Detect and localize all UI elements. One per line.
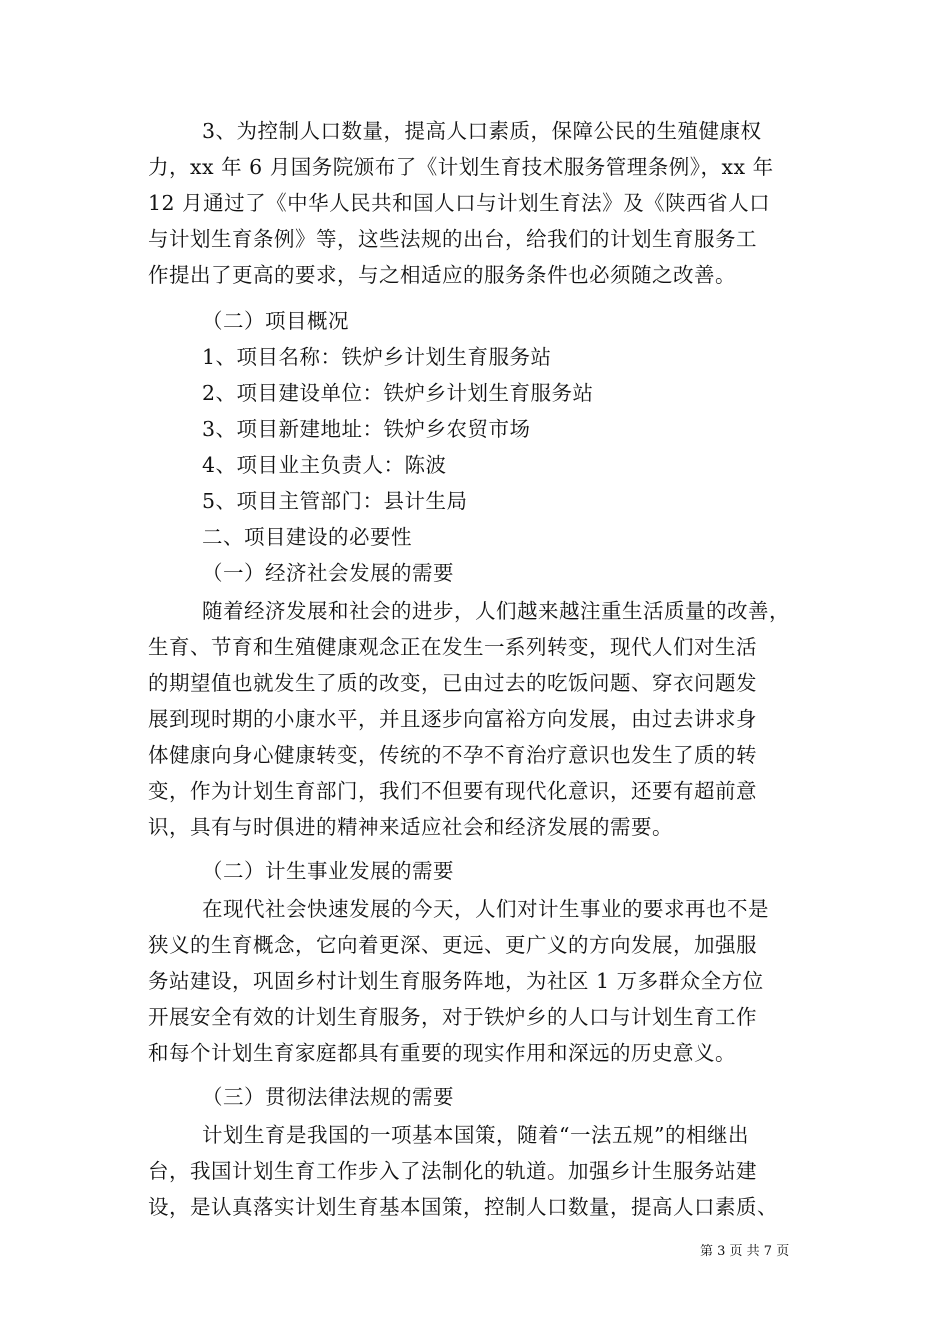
text-line <box>0 773 950 809</box>
line-text: （一）经济社会发展的需要 <box>202 561 454 585</box>
line-text: 展到现时期的小康水平，并且逐步向富裕方向发展，由过去讲求身 <box>148 707 757 731</box>
line-text: （二）计生事业发展的需要 <box>202 859 454 883</box>
line-text: 5、项目主管部门：县计生局 <box>202 489 468 513</box>
line-text: （二）项目概况 <box>202 309 349 333</box>
line-text: 台，我国计划生育工作步入了法制化的轨道。加强乡计生服务站建 <box>148 1159 757 1183</box>
text-line <box>0 257 950 293</box>
text-line <box>0 339 950 375</box>
text-line <box>0 1035 950 1071</box>
subsection-heading <box>0 1079 950 1115</box>
line-text: 3、为控制人口数量，提高人口素质，保障公民的生殖健康权 <box>202 119 762 143</box>
line-text: 变，作为计划生育部门，我们不但要有现代化意识，还要有超前意 <box>148 779 757 803</box>
line-text: 二、项目建设的必要性 <box>202 525 412 549</box>
text-line <box>0 1117 950 1153</box>
text-line <box>0 1153 950 1189</box>
line-text: 识，具有与时俱进的精神来适应社会和经济发展的需要。 <box>148 815 673 839</box>
text-line <box>0 963 950 999</box>
text-line <box>0 665 950 701</box>
text-line <box>0 483 950 519</box>
page-number-footer: 第 3 页 共 7 页 <box>700 1244 790 1259</box>
line-text: 4、项目业主负责人：陈波 <box>202 453 447 477</box>
line-text: 开展安全有效的计划生育服务，对于铁炉乡的人口与计划生育工作 <box>148 1005 757 1029</box>
text-line <box>0 447 950 483</box>
line-text: 12 月通过了《中华人民共和国人口与计划生育法》及《陕西省人口 <box>148 191 771 215</box>
text-line <box>0 809 950 845</box>
line-text: 设，是认真落实计划生育基本国策，控制人口数量，提高人口素质、 <box>148 1195 778 1219</box>
subsection-heading <box>0 853 950 889</box>
line-text: 生育、节育和生殖健康观念正在发生一系列转变，现代人们对生活 <box>148 635 757 659</box>
line-text: 狭义的生育概念，它向着更深、更远、更广义的方向发展，加强服 <box>148 933 757 957</box>
text-line <box>0 701 950 737</box>
line-text: 1、项目名称：铁炉乡计划生育服务站 <box>202 345 552 369</box>
text-line <box>0 185 950 221</box>
line-text: 和每个计划生育家庭都具有重要的现实作用和深远的历史意义。 <box>148 1041 736 1065</box>
line-text: 3、项目新建地址：铁炉乡农贸市场 <box>202 417 531 441</box>
text-line <box>0 149 950 185</box>
section-heading <box>0 519 950 555</box>
text-line <box>0 593 950 629</box>
line-text: 计划生育是我国的一项基本国策，随着“一法五规”的相继出 <box>202 1123 749 1147</box>
text-line <box>0 221 950 257</box>
text-line <box>0 737 950 773</box>
text-line <box>0 891 950 927</box>
text-line <box>0 113 950 149</box>
line-text: 2、项目建设单位：铁炉乡计划生育服务站 <box>202 381 594 405</box>
line-text: 随着经济发展和社会的进步，人们越来越注重生活质量的改善， <box>202 599 790 623</box>
text-line <box>0 927 950 963</box>
line-text: 体健康向身心健康转变，传统的不孕不育治疗意识也发生了质的转 <box>148 743 757 767</box>
line-text: 与计划生育条例》等，这些法规的出台，给我们的计划生育服务工 <box>148 227 757 251</box>
line-text: 在现代社会快速发展的今天，人们对计生事业的要求再也不是 <box>202 897 769 921</box>
text-line <box>0 629 950 665</box>
line-text: 作提出了更高的要求，与之相适应的服务条件也必须随之改善。 <box>148 263 736 287</box>
text-line <box>0 999 950 1035</box>
text-line <box>0 375 950 411</box>
line-text: 的期望值也就发生了质的改变，已由过去的吃饭问题、穿衣问题发 <box>148 671 757 695</box>
text-line <box>0 1189 950 1225</box>
subsection-heading <box>0 555 950 591</box>
text-line <box>0 411 950 447</box>
line-text: 力，xx 年 6 月国务院颁布了《计划生育技术服务管理条例》，xx 年 <box>148 155 774 179</box>
line-text: 务站建设，巩固乡村计划生育服务阵地，为社区 1 万多群众全方位 <box>148 969 764 993</box>
section-heading <box>0 303 950 339</box>
line-text: （三）贯彻法律法规的需要 <box>202 1085 454 1109</box>
